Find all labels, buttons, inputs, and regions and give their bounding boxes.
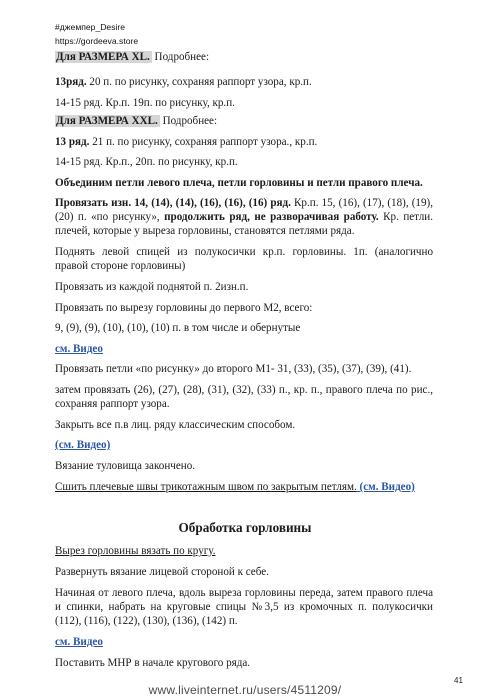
neckline-round <box>55 544 433 558</box>
row-label: 13 ряд. <box>55 136 90 148</box>
underlined-text: Вырез горловины вязать по кругу. <box>55 545 216 557</box>
row-label: 13ряд. <box>55 76 87 88</box>
place-marker: Поставить МНР в начале кругового ряда. <box>55 657 251 669</box>
body-finished: Вязание туловища закончено. <box>55 460 196 472</box>
bold-text: Провязать изн. 14, (14), (14), (16), (16), (16) ряд. <box>55 197 291 209</box>
size-xxl-label: Для РАЗМЕРА XXL. <box>56 115 158 127</box>
video-link-1[interactable] <box>55 342 433 356</box>
row13-xl <box>55 75 433 89</box>
video-link-3[interactable]: (см. Видео) <box>356 481 415 493</box>
plain-text: Кр.п. 15, (16), (17), (18), (19), (20) п. «по рисунку», <box>55 197 433 223</box>
plain-text: Кр. петли. плечей, которые у выреза горловины, становятся петлями ряда. <box>55 211 433 237</box>
row-text: 20 п. по рисунку, сохраняя раппорт узора, кр.п. <box>86 76 312 88</box>
pickup-paragraph: Поднять левой спицей из полукосички кр.п. горловины. 1п. (аналогично правой стороне горловины) <box>55 246 433 272</box>
video-link-text[interactable]: см. Видео <box>55 636 103 648</box>
row14-15-xxl: 14-15 ряд. Кр.п., 20п. по рисунку, кр.п. <box>55 156 238 168</box>
knit-from-picked: Провязать из каждой поднятой п. 2изн.п. <box>55 281 249 293</box>
watermark: www.liveinternet.ru/users/4511209/ <box>148 683 342 697</box>
video-link-4[interactable] <box>55 635 433 649</box>
bold-text: продолжить ряд, не разворачивая работу. <box>164 211 379 223</box>
video-link-2[interactable] <box>55 438 433 452</box>
video-link-text[interactable]: (см. Видео) <box>55 439 111 451</box>
size-xl-label: Для РАЗМЕРА XL. <box>56 51 150 63</box>
stitch-counts: 9, (9), (9), (10), (10), (10) п. в том числе и обернутые <box>55 322 301 334</box>
turn-work: Развернуть вязание лицевой стороной к себе. <box>55 566 269 578</box>
shoulder-join-heading <box>55 176 433 190</box>
underlined-text: Сшить плечевые швы трикотажным швом по закрытым петлям. <box>55 481 357 493</box>
page-number: 41 <box>454 676 463 685</box>
right-shoulder-paragraph: затем провязать (26), (27), (28), (31), (32), (33) п., кр. п., правого плеча по рис., сохраняя раппорт узора. <box>55 384 433 410</box>
bind-off-line: Закрыть все п.в лиц. ряду классическим способом. <box>55 419 296 431</box>
knit-to-m1: Провязать петли «по рисунку» до второго М1- 31, (33), (35), (37), (39), (41). <box>55 363 412 375</box>
heading-suffix: Подробнее: <box>159 115 218 127</box>
site-url: https://gordeeva.store <box>55 36 139 46</box>
bold-text: Объединим петли левого плеча, петли горловины и петли правого плеча. <box>55 177 423 189</box>
purl-row-paragraph <box>55 196 433 238</box>
neckline-count: Провязать по вырезу горловины до первого М2, всего: <box>55 302 313 314</box>
size-xl-heading <box>55 50 433 64</box>
video-link-text[interactable]: см. Видео <box>55 343 103 355</box>
section-title: Обработка горловины <box>178 520 312 535</box>
row13-xxl <box>55 135 433 149</box>
cast-on-paragraph: Начиная от левого плеча, вдоль выреза горловины переда, затем правого плеча и спинки, набрать на круговые спицы №3,5 из кромочных п. полукосички (112), (116), (122), (130), (136), (142) п. <box>55 587 433 627</box>
hashtag-label: #джемпер_Desire <box>55 22 126 32</box>
row-text: 21 п. по рисунку, сохраняя раппорт узора., кр.п. <box>89 136 318 148</box>
shoulder-seams <box>55 480 433 494</box>
size-xxl-heading <box>55 114 433 128</box>
row14-15-xl: 14-15 ряд. Кр.п. 19п. по рисунку, кр.п. <box>55 97 235 109</box>
heading-suffix: Подробнее: <box>151 51 210 63</box>
